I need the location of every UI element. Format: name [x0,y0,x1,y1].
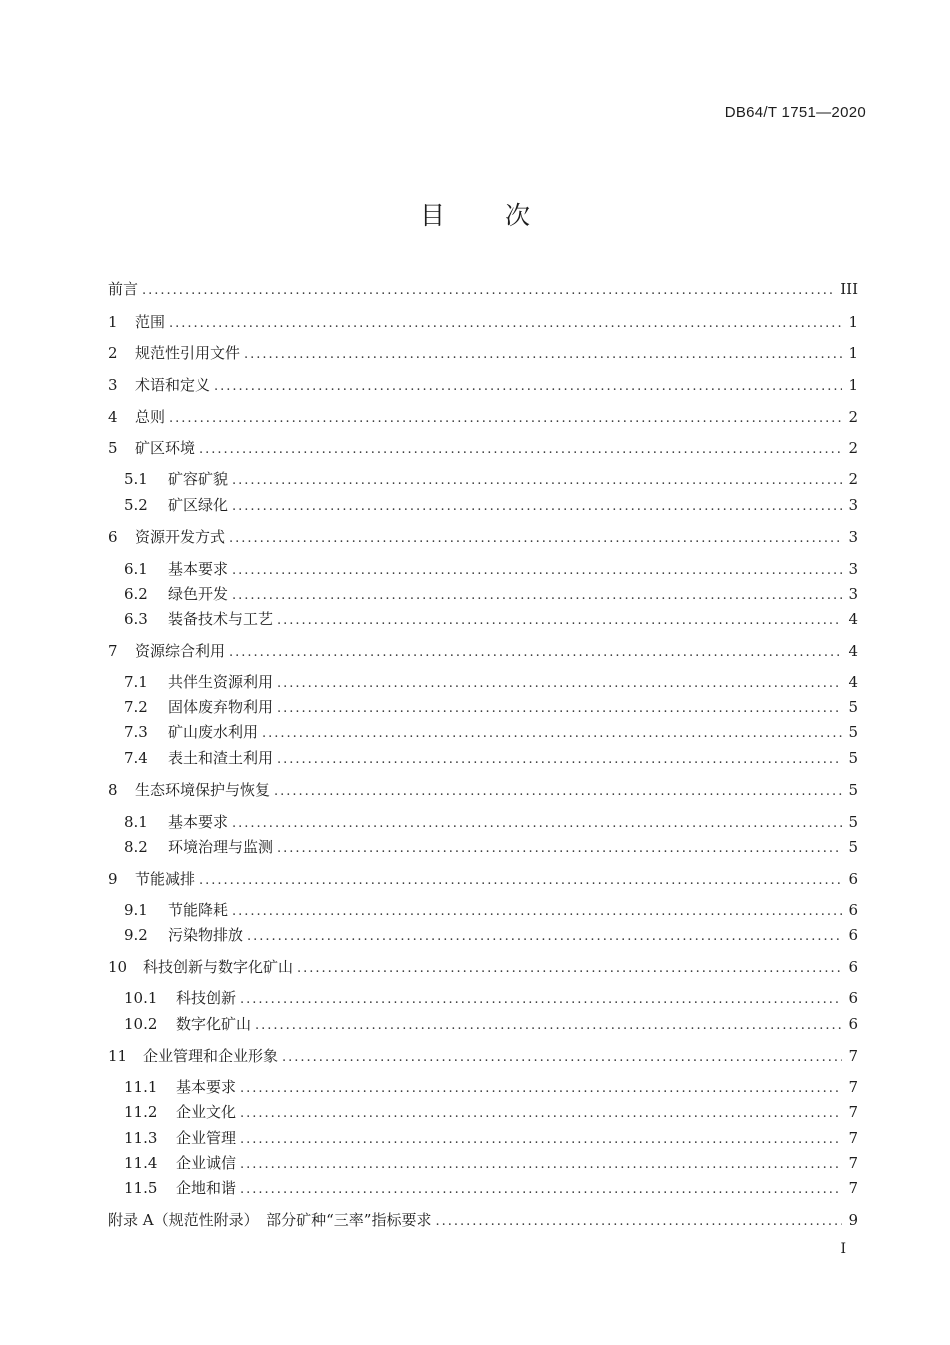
toc-entry[interactable] [108,1177,858,1198]
toc-entry-number: 11.4 [124,1154,158,1172]
toc-entry-page: 7 [848,1047,858,1065]
dot-leader [240,1157,842,1172]
dot-leader [229,531,842,546]
dot-leader [240,1081,842,1096]
toc-entry-page: 2 [848,408,858,426]
toc-entry-number: 11.5 [124,1179,158,1197]
dot-leader [277,613,842,628]
toc-entry-number: 5.2 [124,496,148,514]
toc-entry-page: III [840,280,858,298]
toc-entry-page: 5 [848,723,858,741]
toc-entry[interactable] [108,526,858,547]
toc-entry-number: 11.3 [124,1129,158,1147]
toc-entry-label: 节能减排 [135,870,196,888]
toc-entry-label: 企业管理和企业形象 [143,1047,279,1065]
dot-leader [277,841,842,856]
toc-entry-page: 7 [848,1129,858,1147]
toc-entry-label: 矿区绿化 [168,496,229,514]
toc-entry[interactable] [108,494,858,515]
toc-entry-number: 11 [108,1047,128,1065]
toc-entry-page: 5 [848,838,858,856]
toc-entry-label: 数字化矿山 [176,1015,252,1033]
toc-entry-label: 环境治理与监测 [168,838,274,856]
toc-entry[interactable] [108,583,858,604]
toc-entry[interactable] [108,721,858,742]
toc-entry-page: 4 [848,610,858,628]
toc-entry[interactable] [108,1045,858,1066]
toc-entry[interactable] [108,747,858,768]
dot-leader [169,316,842,331]
toc-entry-number: 7.4 [124,749,148,767]
toc-entry-label: 污染物排放 [168,926,244,944]
dot-leader [274,784,842,799]
toc-entry[interactable] [108,608,858,629]
toc-entry-page: 6 [848,1015,858,1033]
toc-entry-page: 2 [848,439,858,457]
toc-entry-number: 7.1 [124,673,148,691]
toc-entry-label: 固体废弃物利用 [168,698,274,716]
toc-entry-label: 资源开发方式 [135,528,226,546]
toc-entry-number: 9.1 [124,901,148,919]
toc-entry-page: 5 [848,698,858,716]
toc-entry-page: 3 [848,528,858,546]
toc-entry-label: 前言 [108,280,139,298]
toc-entry[interactable] [108,311,858,332]
dot-leader [244,347,842,362]
toc-entry-page: 2 [848,470,858,488]
toc-entry[interactable] [108,899,858,920]
toc-entry-number: 4 [108,408,118,426]
toc-entry[interactable] [108,468,858,489]
toc-entry-number: 7.2 [124,698,148,716]
toc-entry[interactable] [108,987,858,1008]
toc-entry-label: 节能降耗 [168,901,229,919]
dot-leader [232,473,842,488]
toc-entry[interactable] [108,437,858,458]
toc-entry[interactable] [108,779,858,800]
toc-entry-label: 矿容矿貌 [168,470,229,488]
dot-leader [142,283,836,298]
toc-entry-label: 生态环境保护与恢复 [135,781,271,799]
toc-entry-number: 8.2 [124,838,148,856]
dot-leader [199,442,842,457]
toc-entry[interactable] [108,836,858,857]
toc-entry-label: 科技创新 [176,989,237,1007]
toc-entry-number: 10.1 [124,989,158,1007]
dot-leader [229,645,842,660]
toc-entry[interactable] [108,696,858,717]
dot-leader [247,929,842,944]
toc-entry-label: 基本要求 [176,1078,237,1096]
toc-entry-page: 6 [848,926,858,944]
dot-leader [277,701,842,716]
page-number: I [840,1241,846,1257]
toc-entry[interactable] [108,924,858,945]
toc-entry-number: 2 [108,344,118,362]
toc-entry-number: 1 [108,313,118,331]
toc-entry-label: 表土和渣土利用 [168,749,274,767]
toc-entry-page: 7 [848,1078,858,1096]
toc-entry-page: 4 [848,673,858,691]
document-code: DB64/T 1751—2020 [724,104,866,121]
toc-entry[interactable] [108,374,858,395]
toc-entry-page: 3 [848,496,858,514]
dot-leader [214,379,842,394]
dot-leader [297,961,842,976]
toc-entry-number: 9.2 [124,926,148,944]
toc-entry-label: 范围 [135,313,166,331]
toc-entry-number: 8.1 [124,813,148,831]
dot-leader [262,726,842,741]
toc-entry-number: 7.3 [124,723,148,741]
toc-entry-number: 6 [108,528,118,546]
toc-entry-page: 6 [848,901,858,919]
toc-entry-label: 企业文化 [176,1103,237,1121]
dot-leader [232,904,842,919]
toc-entry-label: 企业诚信 [176,1154,237,1172]
dot-leader [169,411,842,426]
toc-entry-label: 共伴生资源利用 [168,673,274,691]
toc-entry[interactable] [108,1209,858,1230]
toc-entry-label: 科技创新与数字化矿山 [143,958,294,976]
toc-entry-label: 规范性引用文件 [135,344,241,362]
toc-entry-number: 10.2 [124,1015,158,1033]
toc-entry-label: 矿区环境 [135,439,196,457]
dot-leader [232,816,842,831]
toc-entry-label: 基本要求 [168,560,229,578]
toc-entry-page: 5 [848,813,858,831]
toc-entry-label: 基本要求 [168,813,229,831]
toc-entry[interactable] [108,1152,858,1173]
toc-entry-number: 10 [108,958,128,976]
dot-leader [199,873,842,888]
toc-entry-number: 8 [108,781,118,799]
dot-leader [277,676,842,691]
dot-leader [232,563,842,578]
toc-entry-page: 7 [848,1154,858,1172]
toc-entry[interactable] [108,1076,858,1097]
toc-entry[interactable] [108,1013,858,1034]
toc-entry-page: 7 [848,1103,858,1121]
toc-entry-page: 1 [848,344,858,362]
dot-leader [232,588,842,603]
toc-entry-number: 6.3 [124,610,148,628]
toc-entry-label: 绿色开发 [168,585,229,603]
toc-entry[interactable] [108,956,858,977]
toc-entry-number: 11.1 [124,1078,158,1096]
toc-entry-page: 1 [848,376,858,394]
toc-entry[interactable] [108,406,858,427]
dot-leader [277,752,842,767]
toc-entry-page: 3 [848,585,858,603]
dot-leader [240,1182,842,1197]
toc-entry-page: 6 [848,989,858,1007]
page-title: 目 次 [420,201,556,230]
toc-entry-number: 9 [108,870,118,888]
toc-entry-number: 6.2 [124,585,148,603]
toc-entry-page: 5 [848,749,858,767]
toc-entry-label: 矿山废水利用 [168,723,259,741]
toc-entry[interactable] [108,640,858,661]
dot-leader [255,1018,842,1033]
toc-entry-label: 总则 [135,408,166,426]
dot-leader [240,992,842,1007]
toc-entry-page: 4 [848,642,858,660]
toc-entry-label: 资源综合利用 [135,642,226,660]
toc-entry-label: 装备技术与工艺 [168,610,274,628]
toc-entry-number: 5.1 [124,470,148,488]
toc-entry[interactable] [108,671,858,692]
toc-entry-page: 9 [848,1211,858,1229]
toc-entry-page: 3 [848,560,858,578]
toc-entry[interactable] [108,811,858,832]
dot-leader [240,1132,842,1147]
toc-entry-number: 3 [108,376,118,394]
toc-entry-label: 术语和定义 [135,376,211,394]
toc-entry-number: 11.2 [124,1103,158,1121]
toc-entry[interactable] [108,558,858,579]
toc-entry[interactable] [108,1101,858,1122]
toc-entry-number: 7 [108,642,118,660]
toc-entry-page: 5 [848,781,858,799]
dot-leader [435,1214,842,1229]
toc-entry[interactable] [108,278,858,299]
dot-leader [240,1106,842,1121]
toc-entry[interactable] [108,342,858,363]
dot-leader [232,499,842,514]
toc-entry[interactable] [108,1127,858,1148]
toc-entry-page: 6 [848,870,858,888]
dot-leader [282,1050,842,1065]
toc-entry-number: 5 [108,439,118,457]
toc-entry-page: 1 [848,313,858,331]
toc-entry-label: 企业管理 [176,1129,237,1147]
toc-entry-label: 附录 A（规范性附录） 部分矿种“三率”指标要求 [108,1211,432,1229]
toc-entry-page: 7 [848,1179,858,1197]
toc-entry-page: 6 [848,958,858,976]
toc-entry-number: 6.1 [124,560,148,578]
toc-entry-label: 企地和谐 [176,1179,237,1197]
toc-entry[interactable] [108,868,858,889]
